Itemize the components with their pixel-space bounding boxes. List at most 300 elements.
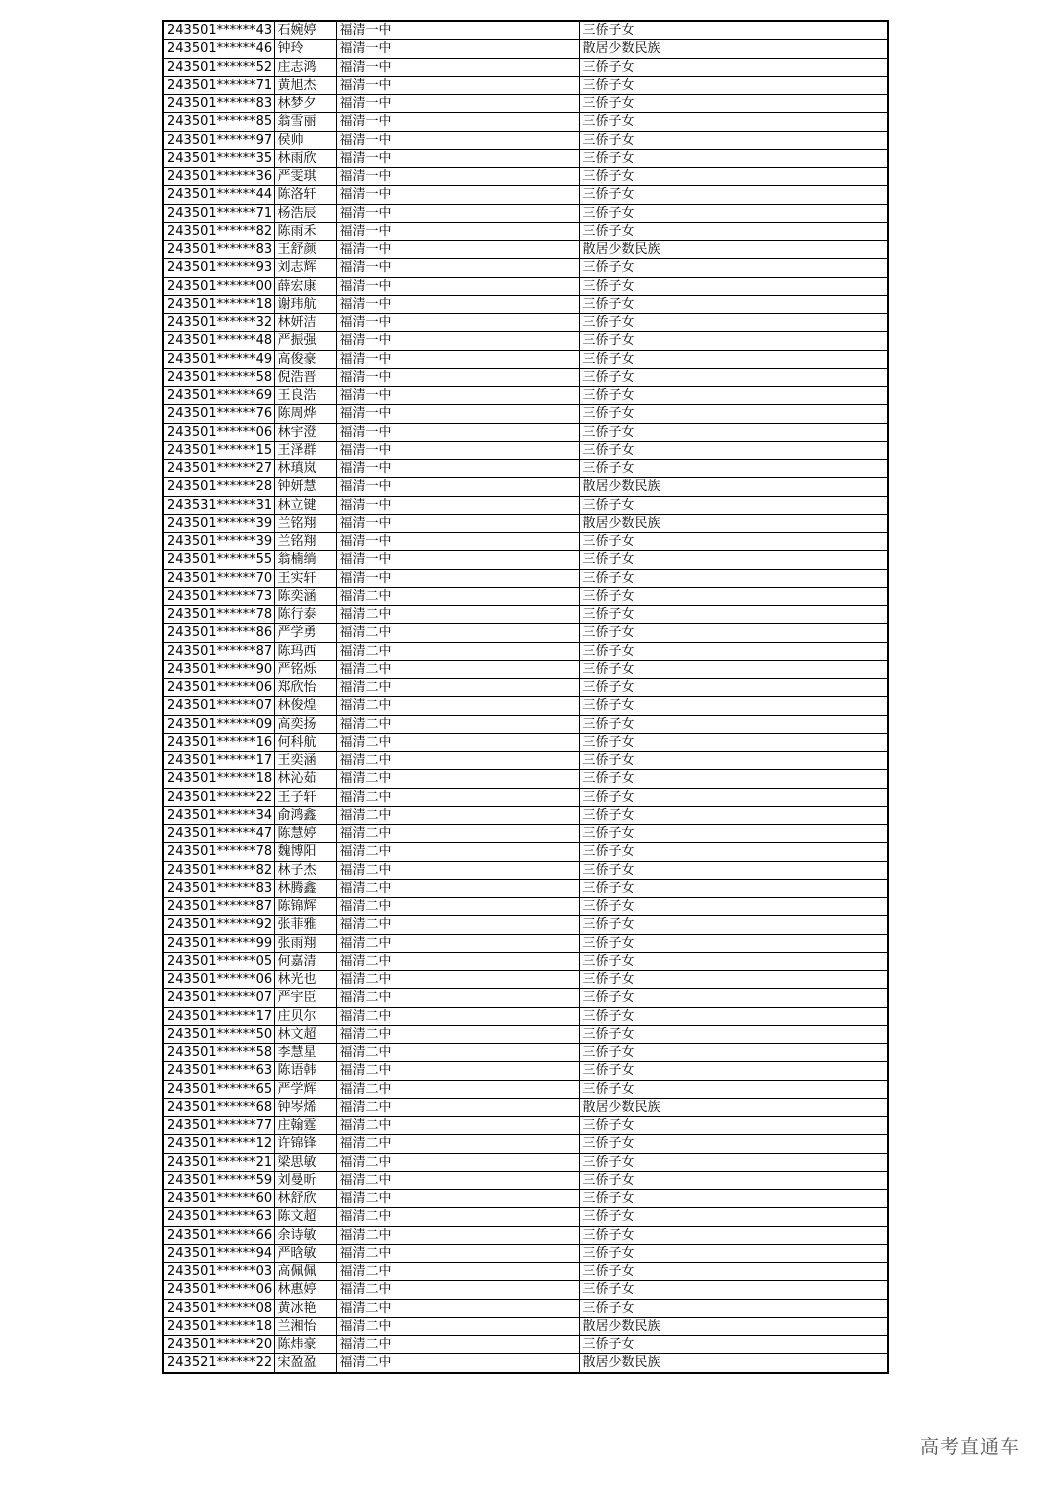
table-row	[163, 1281, 888, 1299]
school-cell: 福清二中	[336, 825, 579, 843]
name-cell: 黄旭杰	[274, 76, 336, 94]
table-row	[163, 733, 888, 751]
school-cell: 福清二中	[336, 861, 579, 879]
category-cell: 三侨子女	[579, 879, 888, 897]
table-row	[163, 624, 888, 642]
school-cell: 福清二中	[336, 624, 579, 642]
candidate-id-cell: 243501******46	[163, 40, 274, 58]
roster-body	[163, 21, 888, 1373]
table-row	[163, 387, 888, 405]
school-cell: 福清二中	[336, 752, 579, 770]
table-row	[163, 168, 888, 186]
category-cell: 三侨子女	[579, 314, 888, 332]
name-cell: 陈雨禾	[274, 222, 336, 240]
candidate-id-cell: 243531******31	[163, 496, 274, 514]
candidate-id-cell: 243501******90	[163, 660, 274, 678]
table-row	[163, 441, 888, 459]
name-cell: 陈玛西	[274, 642, 336, 660]
candidate-id-cell: 243501******18	[163, 1317, 274, 1335]
name-cell: 郑欣怡	[274, 679, 336, 697]
candidate-id-cell: 243501******49	[163, 350, 274, 368]
candidate-id-cell: 243501******07	[163, 989, 274, 1007]
category-cell: 三侨子女	[579, 861, 888, 879]
candidate-id-cell: 243501******48	[163, 332, 274, 350]
table-row	[163, 350, 888, 368]
category-cell: 三侨子女	[579, 843, 888, 861]
name-cell: 严振强	[274, 332, 336, 350]
school-cell: 福清二中	[336, 788, 579, 806]
table-row	[163, 934, 888, 952]
name-cell: 王奕涵	[274, 752, 336, 770]
school-cell: 福清二中	[336, 1025, 579, 1043]
school-cell: 福清二中	[336, 1062, 579, 1080]
table-row	[163, 660, 888, 678]
category-cell: 三侨子女	[579, 332, 888, 350]
candidate-id-cell: 243501******78	[163, 843, 274, 861]
category-cell: 散居少数民族	[579, 40, 888, 58]
candidate-id-cell: 243501******69	[163, 387, 274, 405]
name-cell: 何嘉清	[274, 952, 336, 970]
name-cell: 梁思敏	[274, 1153, 336, 1171]
school-cell: 福清一中	[336, 295, 579, 313]
table-row	[163, 642, 888, 660]
school-cell: 福清一中	[336, 405, 579, 423]
school-cell: 福清二中	[336, 697, 579, 715]
school-cell: 福清二中	[336, 770, 579, 788]
candidate-id-cell: 243501******47	[163, 825, 274, 843]
category-cell: 三侨子女	[579, 971, 888, 989]
category-cell: 三侨子女	[579, 533, 888, 551]
school-cell: 福清二中	[336, 952, 579, 970]
school-cell: 福清二中	[336, 898, 579, 916]
school-cell: 福清二中	[336, 934, 579, 952]
table-row	[163, 295, 888, 313]
name-cell: 何科航	[274, 733, 336, 751]
name-cell: 高俊豪	[274, 350, 336, 368]
school-cell: 福清二中	[336, 1135, 579, 1153]
school-cell: 福清一中	[336, 168, 579, 186]
school-cell: 福清一中	[336, 314, 579, 332]
name-cell: 严晗敏	[274, 1244, 336, 1262]
category-cell: 散居少数民族	[579, 514, 888, 532]
table-row	[163, 368, 888, 386]
category-cell: 散居少数民族	[579, 1098, 888, 1116]
category-cell: 三侨子女	[579, 569, 888, 587]
candidate-id-cell: 243501******05	[163, 952, 274, 970]
name-cell: 翁雪丽	[274, 113, 336, 131]
school-cell: 福清二中	[336, 1226, 579, 1244]
school-cell: 福清二中	[336, 715, 579, 733]
candidate-id-cell: 243501******22	[163, 788, 274, 806]
table-row	[163, 1025, 888, 1043]
category-cell: 三侨子女	[579, 788, 888, 806]
candidate-id-cell: 243501******39	[163, 533, 274, 551]
school-cell: 福清一中	[336, 113, 579, 131]
candidate-id-cell: 243501******17	[163, 1007, 274, 1025]
name-cell: 陈语韩	[274, 1062, 336, 1080]
candidate-id-cell: 243501******87	[163, 898, 274, 916]
school-cell: 福清二中	[336, 1299, 579, 1317]
candidate-id-cell: 243501******20	[163, 1336, 274, 1354]
table-row	[163, 149, 888, 167]
table-row	[163, 551, 888, 569]
category-cell: 三侨子女	[579, 222, 888, 240]
name-cell: 林舒欣	[274, 1190, 336, 1208]
table-row	[163, 460, 888, 478]
category-cell: 三侨子女	[579, 1117, 888, 1135]
name-cell: 余诗敏	[274, 1226, 336, 1244]
school-cell: 福清一中	[336, 478, 579, 496]
name-cell: 王泽群	[274, 441, 336, 459]
table-row	[163, 770, 888, 788]
table-row	[163, 423, 888, 441]
candidate-id-cell: 243501******59	[163, 1171, 274, 1189]
candidate-id-cell: 243501******58	[163, 1044, 274, 1062]
name-cell: 翁楠绱	[274, 551, 336, 569]
school-cell: 福清一中	[336, 277, 579, 295]
candidate-id-cell: 243501******83	[163, 879, 274, 897]
name-cell: 林腾鑫	[274, 879, 336, 897]
school-cell: 福清二中	[336, 916, 579, 934]
school-cell: 福清二中	[336, 1208, 579, 1226]
school-cell: 福清二中	[336, 1080, 579, 1098]
name-cell: 钟岑烯	[274, 1098, 336, 1116]
school-cell: 福清二中	[336, 733, 579, 751]
candidate-id-cell: 243501******85	[163, 113, 274, 131]
school-cell: 福清一中	[336, 441, 579, 459]
school-cell: 福清二中	[336, 1117, 579, 1135]
category-cell: 三侨子女	[579, 733, 888, 751]
category-cell: 散居少数民族	[579, 478, 888, 496]
name-cell: 林雨欣	[274, 149, 336, 167]
table-row	[163, 1208, 888, 1226]
table-row	[163, 1044, 888, 1062]
name-cell: 黄冰艳	[274, 1299, 336, 1317]
table-row	[163, 1080, 888, 1098]
category-cell: 三侨子女	[579, 1281, 888, 1299]
name-cell: 严雯琪	[274, 168, 336, 186]
candidate-id-cell: 243501******83	[163, 95, 274, 113]
school-cell: 福清一中	[336, 569, 579, 587]
category-cell: 三侨子女	[579, 551, 888, 569]
name-cell: 钟妍慧	[274, 478, 336, 496]
candidate-id-cell: 243501******36	[163, 168, 274, 186]
table-row	[163, 1190, 888, 1208]
name-cell: 严学辉	[274, 1080, 336, 1098]
category-cell: 三侨子女	[579, 770, 888, 788]
category-cell: 三侨子女	[579, 1025, 888, 1043]
school-cell: 福清一中	[336, 95, 579, 113]
category-cell: 三侨子女	[579, 1299, 888, 1317]
table-row	[163, 697, 888, 715]
category-cell: 三侨子女	[579, 697, 888, 715]
school-cell: 福清一中	[336, 76, 579, 94]
table-row	[163, 825, 888, 843]
name-cell: 林子杰	[274, 861, 336, 879]
table-row	[163, 1244, 888, 1262]
table-row	[163, 40, 888, 58]
table-row	[163, 971, 888, 989]
table-row	[163, 1336, 888, 1354]
category-cell: 三侨子女	[579, 259, 888, 277]
name-cell: 李慧星	[274, 1044, 336, 1062]
candidate-id-cell: 243501******99	[163, 934, 274, 952]
name-cell: 陈炜豪	[274, 1336, 336, 1354]
candidate-id-cell: 243501******06	[163, 971, 274, 989]
table-row	[163, 879, 888, 897]
table-row	[163, 478, 888, 496]
candidate-id-cell: 243501******16	[163, 733, 274, 751]
table-row	[163, 1135, 888, 1153]
candidate-id-cell: 243501******87	[163, 642, 274, 660]
candidate-id-cell: 243521******22	[163, 1354, 274, 1373]
school-cell: 福清二中	[336, 1190, 579, 1208]
school-cell: 福清一中	[336, 551, 579, 569]
table-row	[163, 277, 888, 295]
school-cell: 福清二中	[336, 1171, 579, 1189]
candidate-id-cell: 243501******39	[163, 514, 274, 532]
table-row	[163, 916, 888, 934]
category-cell: 三侨子女	[579, 350, 888, 368]
category-cell: 三侨子女	[579, 1244, 888, 1262]
candidate-id-cell: 243501******21	[163, 1153, 274, 1171]
name-cell: 兰湘怡	[274, 1317, 336, 1335]
school-cell: 福清二中	[336, 1098, 579, 1116]
category-cell: 三侨子女	[579, 587, 888, 605]
name-cell: 陈锦辉	[274, 898, 336, 916]
name-cell: 林瑱岚	[274, 460, 336, 478]
candidate-id-cell: 243501******78	[163, 606, 274, 624]
category-cell: 三侨子女	[579, 825, 888, 843]
table-row	[163, 405, 888, 423]
candidate-id-cell: 243501******18	[163, 295, 274, 313]
category-cell: 三侨子女	[579, 131, 888, 149]
table-row	[163, 1226, 888, 1244]
candidate-id-cell: 243501******52	[163, 58, 274, 76]
candidate-id-cell: 243501******82	[163, 222, 274, 240]
candidate-id-cell: 243501******08	[163, 1299, 274, 1317]
name-cell: 林立键	[274, 496, 336, 514]
name-cell: 高佩佩	[274, 1263, 336, 1281]
school-cell: 福清一中	[336, 40, 579, 58]
table-row	[163, 679, 888, 697]
watermark: 高考直通车	[919, 1436, 1020, 1458]
table-row	[163, 1098, 888, 1116]
category-cell: 三侨子女	[579, 1044, 888, 1062]
category-cell: 三侨子女	[579, 1080, 888, 1098]
name-cell: 兰铭翔	[274, 533, 336, 551]
category-cell: 三侨子女	[579, 898, 888, 916]
school-cell: 福清二中	[336, 587, 579, 605]
name-cell: 林文超	[274, 1025, 336, 1043]
table-row	[163, 861, 888, 879]
school-cell: 福清一中	[336, 241, 579, 259]
table-row	[163, 131, 888, 149]
candidate-id-cell: 243501******15	[163, 441, 274, 459]
candidate-id-cell: 243501******63	[163, 1062, 274, 1080]
table-row	[163, 788, 888, 806]
name-cell: 宋盈盈	[274, 1354, 336, 1373]
school-cell: 福清二中	[336, 806, 579, 824]
name-cell: 刘曼昕	[274, 1171, 336, 1189]
candidate-id-cell: 243501******17	[163, 752, 274, 770]
candidate-id-cell: 243501******60	[163, 1190, 274, 1208]
school-cell: 福清二中	[336, 1317, 579, 1335]
candidate-id-cell: 243501******35	[163, 149, 274, 167]
name-cell: 严铭烁	[274, 660, 336, 678]
category-cell: 三侨子女	[579, 277, 888, 295]
candidate-id-cell: 243501******58	[163, 368, 274, 386]
candidate-id-cell: 243501******07	[163, 697, 274, 715]
school-cell: 福清二中	[336, 1263, 579, 1281]
table-row	[163, 58, 888, 76]
table-row	[163, 332, 888, 350]
candidate-id-cell: 243501******18	[163, 770, 274, 788]
category-cell: 三侨子女	[579, 441, 888, 459]
candidate-id-cell: 243501******70	[163, 569, 274, 587]
category-cell: 三侨子女	[579, 113, 888, 131]
name-cell: 高奕扬	[274, 715, 336, 733]
category-cell: 三侨子女	[579, 624, 888, 642]
category-cell: 三侨子女	[579, 679, 888, 697]
table-row	[163, 952, 888, 970]
candidate-id-cell: 243501******06	[163, 679, 274, 697]
school-cell: 福清二中	[336, 1007, 579, 1025]
name-cell: 陈慧婷	[274, 825, 336, 843]
category-cell: 散居少数民族	[579, 1317, 888, 1335]
table-row	[163, 752, 888, 770]
name-cell: 魏博阳	[274, 843, 336, 861]
candidate-id-cell: 243501******27	[163, 460, 274, 478]
school-cell: 福清二中	[336, 660, 579, 678]
category-cell: 三侨子女	[579, 204, 888, 222]
name-cell: 杨浩辰	[274, 204, 336, 222]
table-row	[163, 989, 888, 1007]
table-row	[163, 1007, 888, 1025]
name-cell: 严宇臣	[274, 989, 336, 1007]
category-cell: 三侨子女	[579, 1190, 888, 1208]
school-cell: 福清一中	[336, 514, 579, 532]
table-row	[163, 1263, 888, 1281]
category-cell: 三侨子女	[579, 368, 888, 386]
candidate-id-cell: 243501******82	[163, 861, 274, 879]
category-cell: 三侨子女	[579, 58, 888, 76]
table-row	[163, 241, 888, 259]
category-cell: 三侨子女	[579, 952, 888, 970]
table-row	[163, 314, 888, 332]
candidate-id-cell: 243501******06	[163, 1281, 274, 1299]
table-row	[163, 533, 888, 551]
candidate-id-cell: 243501******44	[163, 186, 274, 204]
candidate-id-cell: 243501******68	[163, 1098, 274, 1116]
category-cell: 三侨子女	[579, 1263, 888, 1281]
candidate-id-cell: 243501******97	[163, 131, 274, 149]
candidate-id-cell: 243501******00	[163, 277, 274, 295]
name-cell: 谢玮航	[274, 295, 336, 313]
table-row	[163, 843, 888, 861]
candidate-id-cell: 243501******76	[163, 405, 274, 423]
candidate-id-cell: 243501******77	[163, 1117, 274, 1135]
school-cell: 福清一中	[336, 332, 579, 350]
table-row	[163, 1317, 888, 1335]
category-cell: 三侨子女	[579, 1171, 888, 1189]
name-cell: 林俊煌	[274, 697, 336, 715]
candidate-id-cell: 243501******63	[163, 1208, 274, 1226]
school-cell: 福清一中	[336, 131, 579, 149]
table-row	[163, 204, 888, 222]
table-row	[163, 606, 888, 624]
candidate-id-cell: 243501******50	[163, 1025, 274, 1043]
table-row	[163, 898, 888, 916]
name-cell: 林光也	[274, 971, 336, 989]
candidate-id-cell: 243501******12	[163, 1135, 274, 1153]
name-cell: 王实轩	[274, 569, 336, 587]
name-cell: 庄贝尔	[274, 1007, 336, 1025]
school-cell: 福清二中	[336, 843, 579, 861]
category-cell: 三侨子女	[579, 168, 888, 186]
name-cell: 陈周烨	[274, 405, 336, 423]
school-cell: 福清一中	[336, 423, 579, 441]
school-cell: 福清一中	[336, 368, 579, 386]
category-cell: 三侨子女	[579, 76, 888, 94]
category-cell: 三侨子女	[579, 295, 888, 313]
name-cell: 兰铭翔	[274, 514, 336, 532]
table-row	[163, 222, 888, 240]
name-cell: 王子轩	[274, 788, 336, 806]
category-cell: 三侨子女	[579, 149, 888, 167]
category-cell: 三侨子女	[579, 916, 888, 934]
table-row	[163, 1171, 888, 1189]
candidate-id-cell: 243501******65	[163, 1080, 274, 1098]
name-cell: 俞鸿鑫	[274, 806, 336, 824]
name-cell: 王舒颜	[274, 241, 336, 259]
candidate-id-cell: 243501******34	[163, 806, 274, 824]
candidate-id-cell: 243501******66	[163, 1226, 274, 1244]
table-row	[163, 113, 888, 131]
name-cell: 林宇澄	[274, 423, 336, 441]
school-cell: 福清一中	[336, 460, 579, 478]
category-cell: 三侨子女	[579, 1336, 888, 1354]
table-row	[163, 1062, 888, 1080]
category-cell: 三侨子女	[579, 387, 888, 405]
category-cell: 散居少数民族	[579, 241, 888, 259]
name-cell: 林惠婷	[274, 1281, 336, 1299]
table-row	[163, 1299, 888, 1317]
school-cell: 福清一中	[336, 222, 579, 240]
table-row	[163, 1354, 888, 1373]
candidate-id-cell: 243501******55	[163, 551, 274, 569]
school-cell: 福清一中	[336, 259, 579, 277]
candidate-id-cell: 243501******71	[163, 204, 274, 222]
school-cell: 福清二中	[336, 642, 579, 660]
school-cell: 福清二中	[336, 1336, 579, 1354]
candidate-id-cell: 243501******71	[163, 76, 274, 94]
category-cell: 散居少数民族	[579, 1354, 888, 1373]
category-cell: 三侨子女	[579, 660, 888, 678]
category-cell: 三侨子女	[579, 460, 888, 478]
category-cell: 三侨子女	[579, 989, 888, 1007]
name-cell: 王良浩	[274, 387, 336, 405]
candidate-id-cell: 243501******06	[163, 423, 274, 441]
student-roster-table	[162, 20, 889, 1374]
name-cell: 庄志鸿	[274, 58, 336, 76]
table-row	[163, 21, 888, 40]
table-row	[163, 259, 888, 277]
name-cell: 钟玲	[274, 40, 336, 58]
name-cell: 陈行泰	[274, 606, 336, 624]
category-cell: 三侨子女	[579, 496, 888, 514]
category-cell: 三侨子女	[579, 752, 888, 770]
